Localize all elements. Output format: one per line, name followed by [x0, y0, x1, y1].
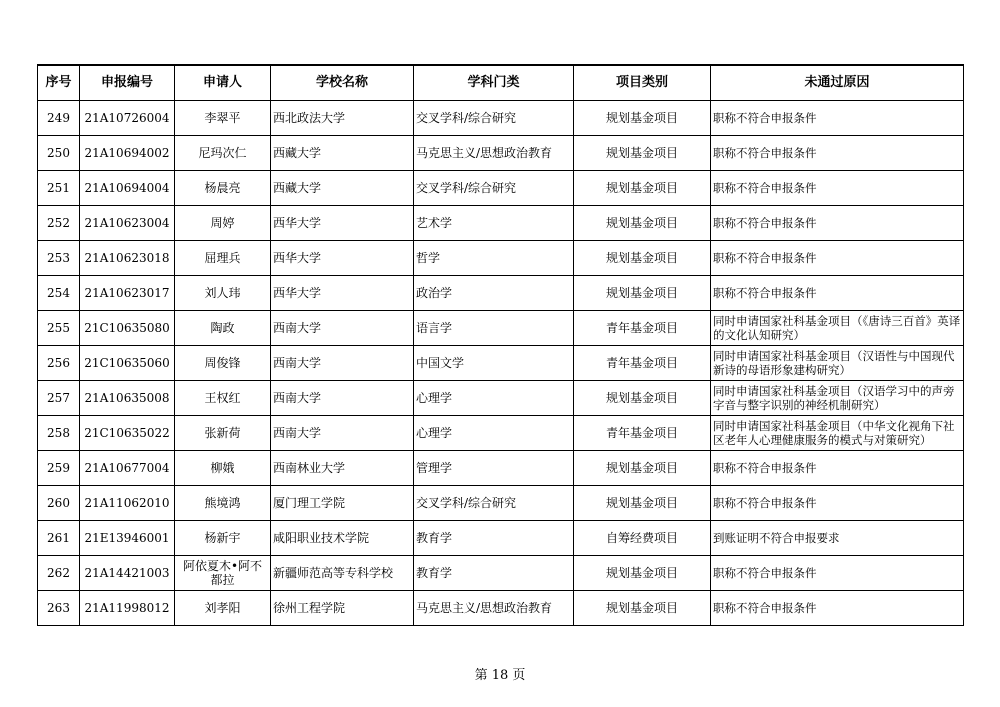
cell-app-code: 21A10623018 [80, 241, 175, 276]
cell-app-code: 21A14421003 [80, 556, 175, 591]
table-row [38, 276, 964, 311]
cell-school: 西华大学 [271, 276, 414, 311]
cell-applicant: 周婷 [175, 206, 271, 241]
cell-school: 西藏大学 [271, 136, 414, 171]
cell-seq: 258 [38, 416, 80, 451]
cell-seq: 261 [38, 521, 80, 556]
cell-discipline: 教育学 [414, 521, 574, 556]
header-seq: 序号 [38, 65, 80, 101]
cell-applicant: 杨新宇 [175, 521, 271, 556]
table-row [38, 591, 964, 626]
cell-discipline: 管理学 [414, 451, 574, 486]
cell-reason: 同时申请国家社科基金项目（《唐诗三百首》英译的文化认知研究） [711, 311, 964, 346]
cell-applicant: 王权红 [175, 381, 271, 416]
cell-project-type: 规划基金项目 [574, 556, 711, 591]
table-row [38, 451, 964, 486]
header-project-type: 项目类别 [574, 65, 711, 101]
table-row [38, 311, 964, 346]
page-number: 第 18 页 [474, 668, 526, 683]
cell-seq: 254 [38, 276, 80, 311]
cell-school: 西南大学 [271, 381, 414, 416]
table-row [38, 556, 964, 591]
header-row [38, 65, 964, 101]
header-school: 学校名称 [271, 65, 414, 101]
table-row [38, 416, 964, 451]
cell-project-type: 青年基金项目 [574, 416, 711, 451]
cell-seq: 256 [38, 346, 80, 381]
cell-seq: 250 [38, 136, 80, 171]
cell-applicant: 屈理兵 [175, 241, 271, 276]
cell-project-type: 规划基金项目 [574, 171, 711, 206]
cell-applicant: 刘人玮 [175, 276, 271, 311]
cell-discipline: 中国文学 [414, 346, 574, 381]
cell-seq: 257 [38, 381, 80, 416]
cell-applicant: 尼玛次仁 [175, 136, 271, 171]
header-reason: 未通过原因 [711, 65, 964, 101]
cell-project-type: 规划基金项目 [574, 591, 711, 626]
cell-school: 咸阳职业技术学院 [271, 521, 414, 556]
cell-seq: 259 [38, 451, 80, 486]
cell-seq: 252 [38, 206, 80, 241]
cell-school: 西北政法大学 [271, 101, 414, 136]
cell-discipline: 心理学 [414, 416, 574, 451]
header-discipline: 学科门类 [414, 65, 574, 101]
cell-project-type: 规划基金项目 [574, 101, 711, 136]
table-row [38, 206, 964, 241]
rejection-table [37, 64, 964, 626]
cell-applicant: 张新荷 [175, 416, 271, 451]
cell-project-type: 规划基金项目 [574, 136, 711, 171]
cell-reason: 职称不符合申报条件 [711, 276, 964, 311]
cell-app-code: 21A10677004 [80, 451, 175, 486]
cell-school: 西南林业大学 [271, 451, 414, 486]
cell-discipline: 马克思主义/思想政治教育 [414, 591, 574, 626]
cell-reason: 职称不符合申报条件 [711, 101, 964, 136]
cell-reason: 职称不符合申报条件 [711, 206, 964, 241]
cell-school: 西南大学 [271, 311, 414, 346]
cell-project-type: 规划基金项目 [574, 206, 711, 241]
cell-discipline: 教育学 [414, 556, 574, 591]
table-row [38, 241, 964, 276]
cell-project-type: 自筹经费项目 [574, 521, 711, 556]
table-row [38, 101, 964, 136]
table-row [38, 346, 964, 381]
cell-school: 西南大学 [271, 346, 414, 381]
cell-app-code: 21A10623004 [80, 206, 175, 241]
cell-reason: 职称不符合申报条件 [711, 591, 964, 626]
cell-reason: 职称不符合申报条件 [711, 241, 964, 276]
cell-applicant: 阿依夏木•阿不都拉 [175, 556, 271, 591]
cell-app-code: 21A10694004 [80, 171, 175, 206]
cell-applicant: 李翠平 [175, 101, 271, 136]
cell-reason: 同时申请国家社科基金项目（汉语性与中国现代新诗的母语形象建构研究） [711, 346, 964, 381]
cell-reason: 职称不符合申报条件 [711, 451, 964, 486]
cell-discipline: 艺术学 [414, 206, 574, 241]
cell-seq: 255 [38, 311, 80, 346]
cell-project-type: 规划基金项目 [574, 486, 711, 521]
table-row [38, 171, 964, 206]
table-row [38, 521, 964, 556]
cell-app-code: 21C10635060 [80, 346, 175, 381]
cell-reason: 到账证明不符合申报要求 [711, 521, 964, 556]
cell-reason: 同时申请国家社科基金项目（中华文化视角下社区老年人心理健康服务的模式与对策研究） [711, 416, 964, 451]
cell-seq: 251 [38, 171, 80, 206]
cell-reason: 同时申请国家社科基金项目（汉语学习中的声旁字音与整字识别的神经机制研究） [711, 381, 964, 416]
table-row [38, 136, 964, 171]
cell-school: 西华大学 [271, 241, 414, 276]
table-body [38, 101, 964, 626]
table-row [38, 381, 964, 416]
header-app-code: 申报编号 [80, 65, 175, 101]
header-applicant: 申请人 [175, 65, 271, 101]
cell-discipline: 政治学 [414, 276, 574, 311]
cell-school: 西藏大学 [271, 171, 414, 206]
cell-project-type: 规划基金项目 [574, 381, 711, 416]
cell-applicant: 陶政 [175, 311, 271, 346]
cell-school: 新疆师范高等专科学校 [271, 556, 414, 591]
cell-app-code: 21C10635022 [80, 416, 175, 451]
cell-project-type: 规划基金项目 [574, 451, 711, 486]
cell-reason: 职称不符合申报条件 [711, 171, 964, 206]
cell-school: 西华大学 [271, 206, 414, 241]
cell-school: 徐州工程学院 [271, 591, 414, 626]
cell-seq: 263 [38, 591, 80, 626]
cell-seq: 262 [38, 556, 80, 591]
cell-school: 西南大学 [271, 416, 414, 451]
cell-project-type: 规划基金项目 [574, 241, 711, 276]
cell-seq: 249 [38, 101, 80, 136]
cell-applicant: 杨晨亮 [175, 171, 271, 206]
cell-project-type: 青年基金项目 [574, 311, 711, 346]
cell-app-code: 21E13946001 [80, 521, 175, 556]
cell-discipline: 交叉学科/综合研究 [414, 486, 574, 521]
cell-reason: 职称不符合申报条件 [711, 556, 964, 591]
cell-seq: 253 [38, 241, 80, 276]
cell-school: 厦门理工学院 [271, 486, 414, 521]
cell-applicant: 周俊锋 [175, 346, 271, 381]
cell-app-code: 21A10623017 [80, 276, 175, 311]
cell-app-code: 21A11062010 [80, 486, 175, 521]
cell-app-code: 21C10635080 [80, 311, 175, 346]
cell-app-code: 21A10726004 [80, 101, 175, 136]
cell-seq: 260 [38, 486, 80, 521]
cell-app-code: 21A10635008 [80, 381, 175, 416]
cell-discipline: 哲学 [414, 241, 574, 276]
cell-applicant: 柳娥 [175, 451, 271, 486]
cell-discipline: 交叉学科/综合研究 [414, 101, 574, 136]
cell-discipline: 语言学 [414, 311, 574, 346]
cell-applicant: 刘孝阳 [175, 591, 271, 626]
cell-app-code: 21A10694002 [80, 136, 175, 171]
cell-discipline: 马克思主义/思想政治教育 [414, 136, 574, 171]
cell-reason: 职称不符合申报条件 [711, 486, 964, 521]
cell-project-type: 青年基金项目 [574, 346, 711, 381]
cell-discipline: 交叉学科/综合研究 [414, 171, 574, 206]
cell-discipline: 心理学 [414, 381, 574, 416]
cell-applicant: 熊境鸿 [175, 486, 271, 521]
cell-app-code: 21A11998012 [80, 591, 175, 626]
cell-reason: 职称不符合申报条件 [711, 136, 964, 171]
cell-project-type: 规划基金项目 [574, 276, 711, 311]
table-row [38, 486, 964, 521]
